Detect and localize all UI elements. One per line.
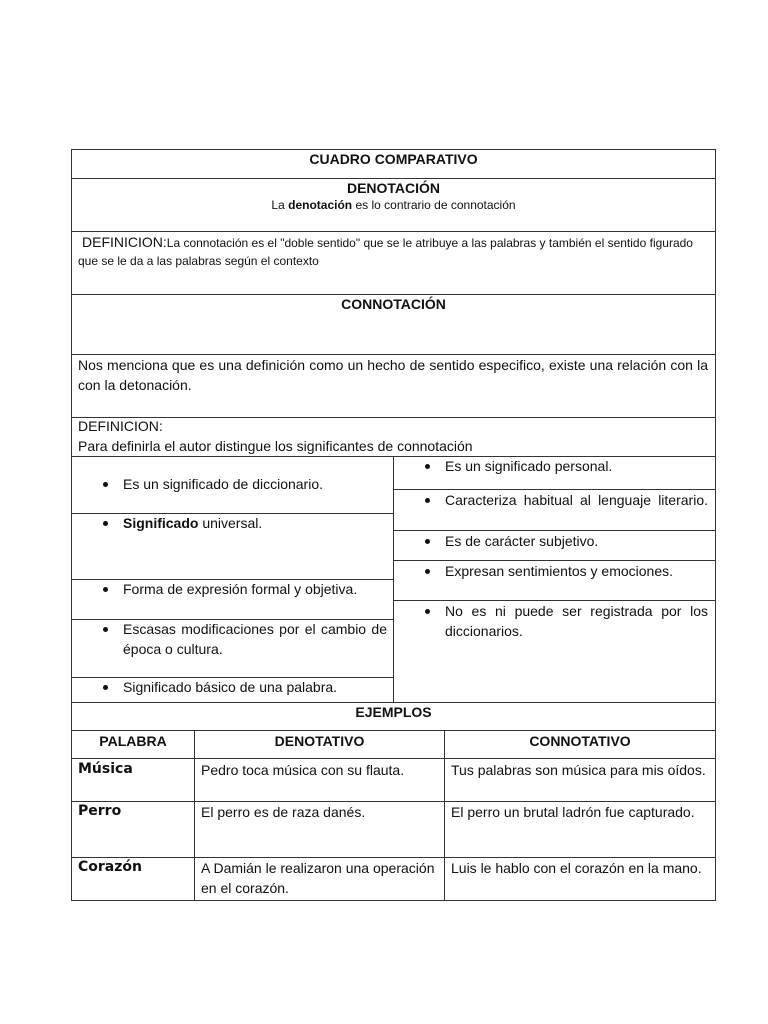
universal-bold: Significado	[123, 515, 199, 531]
denotacion-subtitle	[72, 196, 715, 214]
right-bullet-1: Es un significado personal.	[445, 458, 613, 474]
connotacion-description: Nos menciona que es una definición como un hecho de sentido especifico, existe una relación con la con la detonación.	[78, 357, 708, 393]
bullet-dot	[103, 587, 108, 592]
denotacion-heading: DENOTACIÓN	[346, 180, 441, 196]
ejemplos-heading: EJEMPLOS	[355, 704, 432, 720]
col-header-denotativo: DENOTATIVO	[274, 733, 365, 749]
table-row-connotativo: El perro un brutal ladrón fue capturado.	[451, 804, 695, 820]
universal-rest: universal.	[198, 515, 263, 531]
right-bullet-2-text: Caracteriza habitual al lenguaje literario.	[445, 492, 708, 508]
table-row-denotativo: Pedro toca música con su flauta.	[201, 762, 405, 778]
right-bullet-3: Es de carácter subjetivo.	[445, 533, 599, 549]
table-row-word: Música	[78, 761, 133, 777]
table-row-denotativo: A Damián le realizaron una operación en el corazón.	[201, 860, 435, 896]
bullet-dot	[103, 482, 108, 487]
connotacion-def-label: DEFINICION:	[78, 418, 163, 434]
bullet-dot	[425, 464, 430, 469]
left-bullet-3: Escasas modificaciones por el cambio de época o cultura.	[123, 621, 387, 657]
right-bullet-2	[445, 490, 708, 510]
left-bullet-1: Es un significado de diccionario.	[123, 476, 324, 492]
rule	[393, 456, 394, 702]
subtitle-post: es lo contrario de connotación	[352, 198, 516, 212]
table-row-connotativo: Tus palabras son música para mis oídos.	[451, 762, 706, 778]
bullet-dot	[103, 685, 108, 690]
denotacion-definition	[78, 233, 710, 270]
comparative-table	[71, 149, 716, 901]
right-bullet-4: Expresan sentimientos y emociones.	[445, 563, 673, 579]
col-header-connotativo: CONNOTATIVO	[529, 733, 631, 749]
rule	[72, 231, 715, 232]
bullet-dot	[425, 498, 430, 503]
bullet-dot	[425, 539, 430, 544]
right-bullet-5: No es ni puede ser registrada por los diccionarios.	[445, 603, 708, 639]
left-bullet-4: Significado básico de una palabra.	[123, 679, 338, 695]
connotacion-def-text: Para definirla el autor distingue los significantes de connotación	[78, 438, 473, 454]
subtitle-bold: denotación	[288, 198, 353, 212]
bullet-dot	[425, 609, 430, 614]
bullet-dot	[425, 569, 430, 574]
table-row-connotativo: Luis le hablo con el corazón en la mano.	[451, 860, 702, 876]
table-title: CUADRO COMPARATIVO	[309, 151, 478, 167]
rule	[444, 730, 445, 900]
table-row-word: Corazón	[78, 859, 142, 875]
definition-label: DEFINICION:	[82, 234, 167, 250]
col-header-palabra: PALABRA	[99, 733, 167, 749]
rule	[194, 730, 195, 900]
left-bullet-universal	[123, 513, 385, 533]
left-bullet-2: Forma de expresión formal y objetiva.	[123, 581, 358, 597]
table-row-word: Perro	[78, 803, 122, 819]
connotacion-heading: CONNOTACIÓN	[341, 296, 446, 312]
bullet-dot	[103, 627, 108, 632]
bullet-dot	[103, 521, 108, 526]
subtitle-pre: La	[271, 198, 289, 212]
definition-text: La connotación es el "doble sentido" que se le atribuye a las palabras y también el sentido figurado que se le da a las palabras según el contexto	[78, 236, 693, 268]
table-row-denotativo: El perro es de raza danés.	[201, 804, 366, 820]
